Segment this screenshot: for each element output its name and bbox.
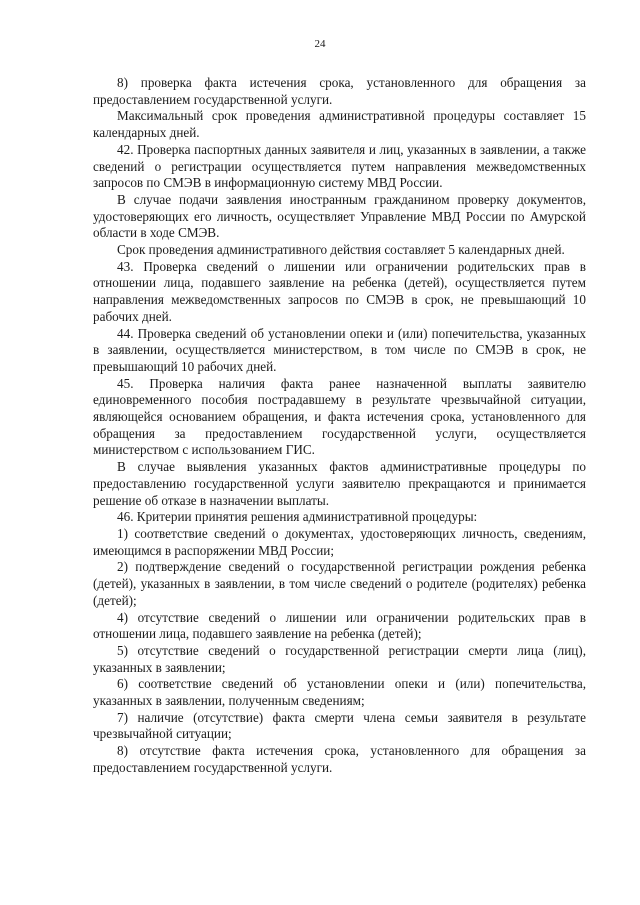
paragraph: 42. Проверка паспортных данных заявителя и лиц, указанных в заявлении, а также сведений о регистрации осуществляется путем направления межведомственных запросов по СМЭВ в информационную систему МВД России. bbox=[93, 141, 586, 191]
paragraph: 5) отсутствие сведений о государственной регистрации смерти лица (лиц), указанных в заявлении; bbox=[93, 642, 586, 675]
paragraph: В случае выявления указанных фактов административные процедуры по предоставлению государственной услуги заявителю прекращаются и принимается решение об отказе в назначении выплаты. bbox=[93, 459, 586, 508]
paragraph: 7) наличие (отсутствие) факта смерти члена семьи заявителя в результате чрезвычайной ситуации; bbox=[93, 709, 586, 742]
paragraph: 6) соответствие сведений об установлении опеки и (или) попечительства, указанных в заявлении, полученным сведениям; bbox=[93, 676, 586, 709]
paragraph: 1) соответствие сведений о документах, удостоверяющих личность, сведениям, имеющимся в распоряжении МВД России; bbox=[93, 525, 586, 558]
paragraph: 46. Критерии принятия решения административной процедуры: bbox=[117, 509, 478, 525]
paragraph: 8) отсутствие факта истечения срока, установленного для обращения за предоставлением государственной услуги. bbox=[93, 743, 586, 775]
paragraph: Срок проведения административного действия составляет 5 календарных дней. bbox=[117, 242, 565, 258]
paragraph: В случае подачи заявления иностранным гражданином проверку документов, удостоверяющих его личность, осуществляет Управление МВД России по Амурской области в ходе СМЭВ. bbox=[93, 191, 586, 241]
paragraph: 45. Проверка наличия факта ранее назначенной выплаты заявителю единовременного пособия пострадавшему в результате чрезвычайной ситуации, являющейся основанием обращения, и факта истечения срока, установленного для обращения за предоставлением государственной услуги, осуществляется министерством с использованием ГИС. bbox=[93, 375, 586, 458]
paragraph: 4) отсутствие сведений о лишении или ограничении родительских прав в отношении лица, подавшего заявление на ребенка (детей); bbox=[93, 609, 586, 642]
paragraph: 2) подтверждение сведений о государственной регистрации рождения ребенка (детей), указанных в заявлении, в том числе сведений о родителе (родителях) ребенка (детей); bbox=[93, 559, 586, 608]
document-body bbox=[93, 75, 586, 777]
paragraph: 44. Проверка сведений об установлении опеки и (или) попечительства, указанных в заявлении, осуществляется министерством, в том числе по СМЭВ в срок, не превышающий 10 рабочих дней. bbox=[93, 325, 586, 374]
paragraph: 8) проверка факта истечения срока, установленного для обращения за предоставлением государственной услуги. bbox=[93, 75, 586, 107]
paragraph: Максимальный срок проведения административной процедуры составляет 15 календарных дней. bbox=[93, 108, 586, 141]
page-number: 24 bbox=[314, 38, 326, 50]
paragraph: 43. Проверка сведений о лишении или ограничении родительских прав в отношении лица, подавшего заявление на ребенка (детей), осуществляется путем направления межведомственных запросов по СМЭВ в срок, не превышающий 10 рабочих дней. bbox=[93, 258, 586, 324]
